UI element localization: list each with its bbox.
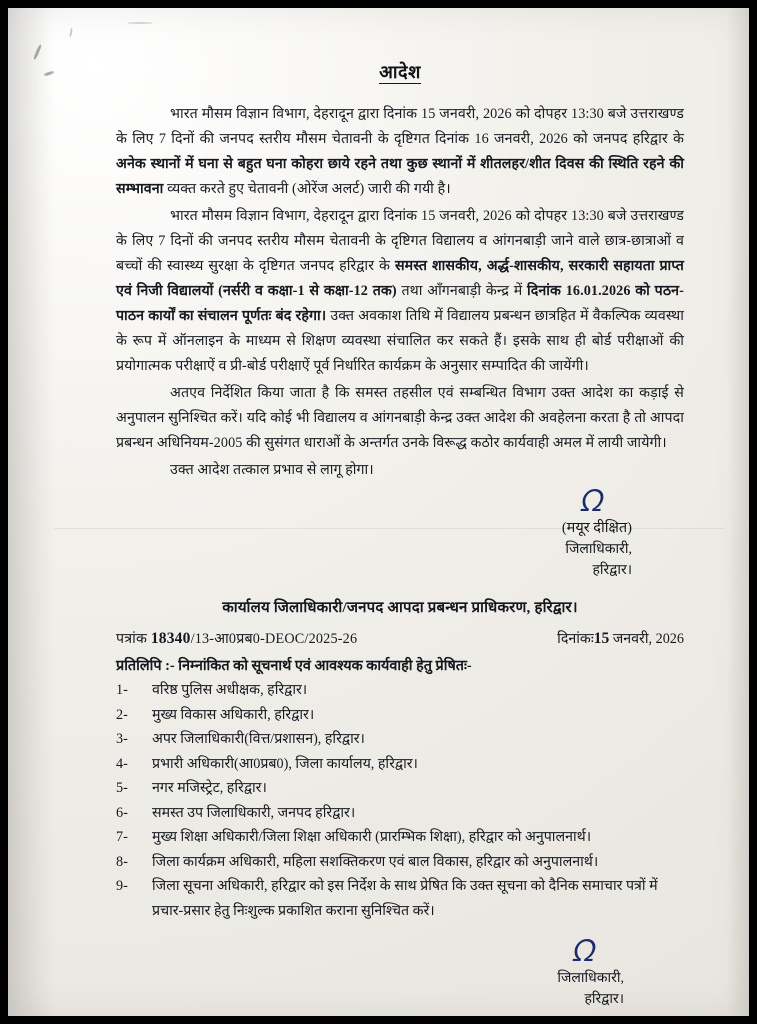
scanned-document-page: [8, 8, 749, 1016]
signatory-designation: जिलाधिकारी,: [565, 542, 632, 557]
scan-artifact-speck: [33, 44, 42, 60]
text-run: भारत मौसम विज्ञान विभाग, देहरादून द्वारा दिनांक 15 जनवरी, 2026 को दोपहर 13:30 बजे उत्तराखण्ड के लिए 7 दिनों की जनपद स्तरीय मौसम चेतावनी के दृष्टिगत विद्यालय व आंगनबाड़ी जाने वाले छात्र-छात्राओं व बच्चों की स्वास्थ्य सुरक्षा के दृष्टिगत जनपद हरिद्वार के: [116, 208, 684, 274]
list-item-label: वरिष्ठ पुलिस अधीक्षक, हरिद्वार।: [152, 682, 308, 698]
list-item: [116, 703, 684, 728]
copy-to-heading: प्रतिलिपि :- निम्नांकित को सूचनार्थ एवं आवश्यक कार्यवाही हेतु प्रेषितः-: [116, 658, 472, 674]
list-item: [116, 678, 684, 703]
signature-block-primary: [116, 485, 684, 581]
handwritten-signature-icon: ᘯ: [569, 935, 600, 968]
scan-artifact-speck: [69, 28, 73, 37]
list-item: [116, 752, 684, 777]
paragraph-4: [116, 458, 684, 483]
list-item-label: जिला कार्यक्रम अधिकारी, महिला सशक्तिकरण एवं बाल विकास, हरिद्वार को अनुपालनार्थ।: [152, 853, 599, 870]
list-item: [116, 801, 684, 826]
signature-block-secondary: [116, 935, 684, 1010]
signatory-designation: जिलाधिकारी,: [557, 971, 624, 986]
document-body: [116, 60, 684, 1010]
list-item-index: 4-: [116, 755, 128, 772]
text-run: अतएव निर्देशित किया जाता है कि समस्त तहसील एवं सम्बन्धित विभाग उक्त आदेश का कड़ाई से अनुपालन सुनिश्चित करें। यदि कोई भी विद्यालय व आंगनबाड़ी केन्द्र उक्त आदेश की अवहेलना करता है तो आपदा प्रबन्धन अधिनियम-2005 की सुसंगत धाराओं के अन्तर्गत उनके विरूद्ध कठोर कार्यवाही अमल में लायी जायेगी।: [116, 385, 684, 451]
text-run: उक्त अवकाश तिथि में विद्यालय प्रबन्धन छात्रहित में वैकल्पिक व्यवस्था के रूप में ऑनलाइन के माध्यम से शिक्षण व्यवस्था संचालित कर सकते हैं। इसके साथ ही बोर्ड परीक्षाओं की प्रयोगात्मक परीक्षाऐं व प्री-बोर्ड परीक्षाऐं पूर्व निर्धारित कार्यक्रम के अनुसार सम्पादित की जायेंगी।: [116, 308, 684, 374]
list-item-label: अपर जिलाधिकारी(वित्त/प्रशासन), हरिद्वार।: [152, 731, 365, 747]
paragraph-3: [116, 381, 684, 456]
list-item-index: 3-: [116, 731, 128, 747]
list-item-label: मुख्य शिक्षा अधिकारी/जिला शिक्षा अधिकारी (प्रारम्भिक शिक्षा), हरिद्वार को अनुपालनार्थ।: [152, 829, 592, 845]
signatory-place: हरिद्वार।: [592, 563, 632, 578]
list-item-label: प्रभारी अधिकारी(आ0प्रब0), जिला कार्यालय, हरिद्वार।: [152, 755, 418, 772]
emphasised-text-run: समस्त शासकीय, अर्द्ध-शासकीय, सरकारी सहायता प्राप्त एवं निजी विद्यालयों (नर्सरी व कक्षा-1 से कक्षा-12 तक): [116, 258, 684, 299]
text-run: उक्त आदेश तत्काल प्रभाव से लागू होगा।: [170, 462, 374, 478]
page-title: [116, 60, 684, 84]
reference-label: पत्रांक: [116, 631, 148, 647]
list-item-index: 6-: [116, 804, 128, 821]
text-run: व्यक्त करते हुए चेतावनी (ओरेंज अलर्ट) जारी की गयी है।: [163, 181, 451, 197]
list-item-index: 2-: [116, 706, 128, 723]
text-run: तथा आँगनबाड़ी केन्द्र में: [396, 283, 528, 299]
list-item-index: 7-: [116, 829, 128, 845]
reference-number-group: [116, 629, 357, 648]
list-item: [116, 825, 684, 850]
emphasised-text-run: अनेक स्थानों में घना से बहुत घना कोहरा छाये रहने तथा कुछ स्थानों में शीतलहर/शीत दिवस की स्थिति रहने की सम्भावना: [116, 156, 684, 197]
reference-number-handwritten: 18340: [150, 630, 191, 647]
paragraph-2: [116, 204, 684, 379]
date-handwritten-day: 15: [593, 630, 610, 647]
scan-artifact-speck: [44, 71, 54, 77]
paragraph-1: [116, 102, 684, 202]
emphasised-text-run: दिनांक 16.01.2026 को पठन-पाठन कार्यों का संचालन पूर्णतः बंद रहेगा।: [116, 283, 684, 324]
date-rest: जनवरी, 2026: [609, 631, 684, 647]
list-item-index: 1-: [116, 682, 128, 698]
scan-artifact-speck: [128, 22, 152, 24]
list-item-label: मुख्य विकास अधिकारी, हरिद्वार।: [152, 706, 315, 723]
signatory-place: हरिद्वार।: [584, 992, 624, 1007]
list-item: [116, 776, 684, 801]
list-item-index: 8-: [116, 853, 128, 870]
list-item: [116, 874, 684, 923]
issuing-office-line: कार्यालय जिलाधिकारी/जनपद आपदा प्रबन्धन प्राधिकरण, हरिद्वार।: [222, 600, 578, 616]
signatory-name: (मयूर दीक्षित): [561, 520, 632, 536]
list-item-label: नगर मजिस्ट्रेट, हरिद्वार।: [152, 780, 267, 796]
list-item: [116, 850, 684, 875]
date-label: दिनांकः: [557, 631, 594, 647]
reference-suffix: /13-आ0प्रब0-DEOC/2025-26: [190, 631, 358, 647]
list-item: [116, 727, 684, 752]
text-run: भारत मौसम विज्ञान विभाग, देहरादून द्वारा दिनांक 15 जनवरी, 2026 को दोपहर 13:30 बजे उत्तराखण्ड के लिए 7 दिनों की जनपद स्तरीय मौसम चेतावनी के दृष्टिगत दिनांक 16 जनवरी, 2026 को जनपद हरिद्वार के: [116, 106, 684, 147]
list-item-index: 5-: [116, 780, 128, 796]
list-item-label: जिला सूचना अधिकारी, हरिद्वार को इस निर्देश के साथ प्रेषित कि उक्त सूचना को दैनिक समाचार पत्रों में प्रचार-प्रसार हेतु निःशुल्क प्रकाशित कराना सुनिश्चित करें।: [152, 878, 658, 919]
copy-to-list: [116, 678, 684, 923]
reference-row: [116, 629, 684, 648]
handwritten-signature-icon: ᘯ: [577, 485, 608, 518]
reference-date-group: [557, 629, 684, 648]
list-item-index: 9-: [116, 878, 128, 894]
page-title-text: आदेश: [379, 62, 421, 82]
list-item-label: समस्त उप जिलाधिकारी, जनपद हरिद्वार।: [152, 804, 356, 821]
